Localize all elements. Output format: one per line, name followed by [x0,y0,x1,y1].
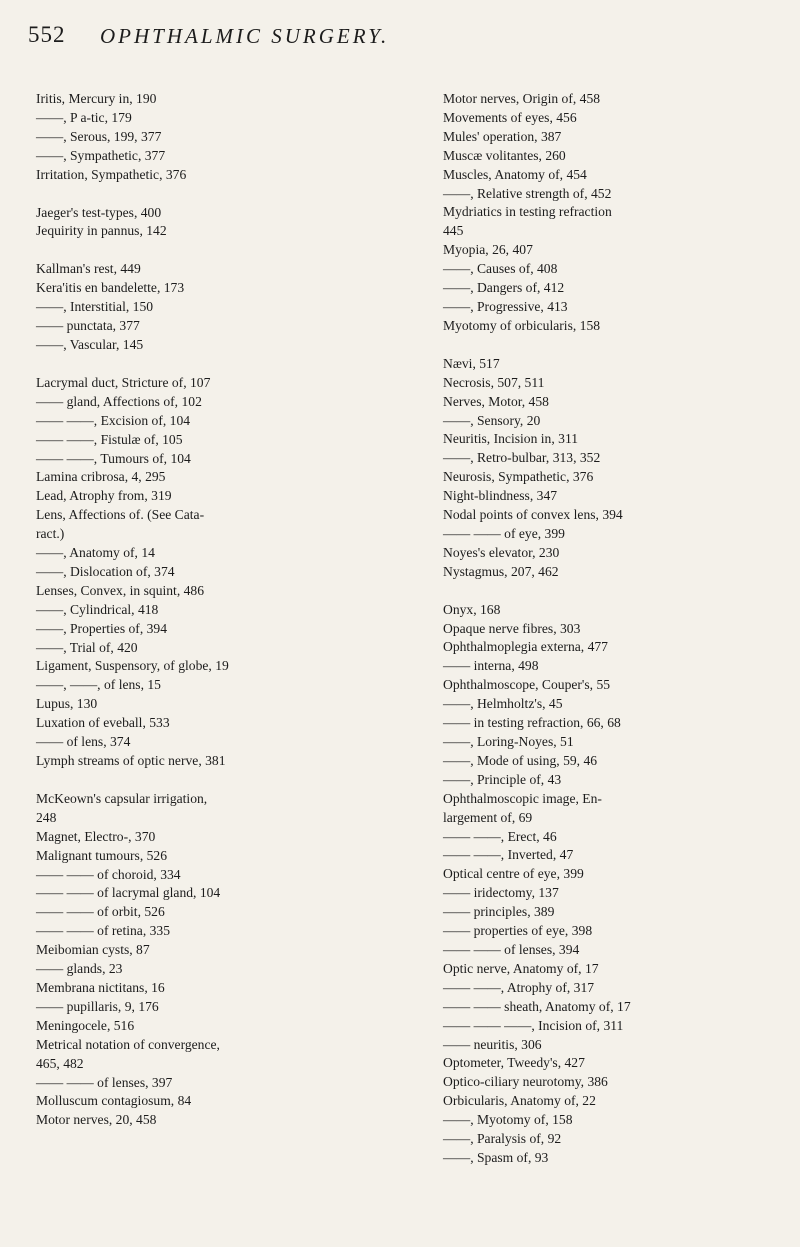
index-entry: —— —— of orbit, 526 [36,904,165,920]
index-entry: Ophthalmoplegia externa, 477 [443,639,608,655]
index-entry: ——, Properties of, 394 [36,620,168,636]
index-entry: ——, Trial of, 420 [36,639,138,655]
index-entry: —— neuritis, 306 [443,1036,542,1052]
index-entry: Iritis, Mercury in, 190 [36,91,157,106]
index-entry: Muscles, Anatomy of, 454 [443,166,587,182]
index-entry: Onyx, 168 [443,601,501,617]
index-entry: Muscæ volitantes, 260 [443,147,566,163]
index-entry: ——, Loring-Noyes, 51 [443,734,574,749]
index-entry: Necrosis, 507, 511 [443,374,545,390]
index-entry: Optical centre of eye, 399 [443,866,584,882]
page-number: 552 [28,22,66,47]
section-gap [36,771,416,790]
index-entry: Myotomy of orbicularis, 158 [443,317,601,333]
index-entry: —— interna, 498 [443,658,539,674]
section-gap [443,336,788,355]
index-entry: ——, Relative strength of, 452 [443,185,612,201]
index-entry: Nodal points of convex lens, 394 [443,507,623,523]
index-entry: Metrical notation of convergence, [36,1036,220,1052]
index-entry: ——, Serous, 199, 377 [36,128,162,144]
index-entry: Ligament, Suspensory, of globe, 19 [36,658,229,674]
index-entry: Kallman's rest, 449 [36,261,141,277]
index-entry: ——, Sensory, 20 [443,412,541,428]
index-entry: largement of, 69 [443,809,533,825]
index-entry: Molluscum contagiosum, 84 [36,1093,192,1109]
index-entry: Jequirity in pannus, 142 [36,223,167,239]
index-entry: ——, Spasm of, 93 [443,1149,549,1165]
index-entry: Mydriatics in testing refraction [443,204,612,220]
index-entry: —— properties of eye, 398 [443,923,593,939]
index-entry: Magnet, Electro-, 370 [36,828,156,844]
index-entry: ——, Dangers of, 412 [443,280,565,296]
index-entry: —— ——, Inverted, 47 [443,847,574,863]
index-entry: Neurosis, Sympathetic, 376 [443,469,594,485]
index-entry: ——, ——, of lens, 15 [36,677,161,693]
index-entry: Optico-ciliary neurotomy, 386 [443,1074,608,1090]
index-entry: ——, Myotomy of, 158 [443,1112,573,1128]
index-entry: —— —— of lenses, 397 [36,1074,173,1090]
index-entry: —— glands, 23 [36,961,123,977]
index-entry: —— in testing refraction, 66, 68 [443,715,621,731]
index-entry: Motor nerves, 20, 458 [36,1112,157,1128]
index-entry: —— ——, Erect, 46 [443,828,557,844]
index-entry: ——, Helmholtz's, 45 [443,696,563,712]
index-entry: —— —— of retina, 335 [36,923,171,939]
index-entry: Myopia, 26, 407 [443,242,533,258]
index-entry: —— iridectomy, 137 [443,885,559,901]
index-entry: Orbicularis, Anatomy of, 22 [443,1093,596,1109]
index-entry: —— —— sheath, Anatomy of, 17 [443,998,631,1014]
index-entry: Meibomian cysts, 87 [36,942,150,958]
section-gap [36,185,416,204]
index-entry: ——, Principle of, 43 [443,771,562,787]
index-entry: ——, P a-tic, 179 [36,109,132,125]
index-entry: Ophthalmoscopic image, En- [443,790,602,806]
index-entry: Mules' operation, 387 [443,128,562,144]
index-entry: Lens, Affections of. (See Cata- [36,507,205,523]
index-entry: ract.) [36,526,65,542]
index-column-right [443,90,788,1168]
index-entry: —— ——, Excision of, 104 [36,412,191,428]
index-entry: Motor nerves, Origin of, 458 [443,91,601,106]
index-entry: —— pupillaris, 9, 176 [36,998,159,1014]
index-entry: —— —— ——, Incision of, 311 [443,1017,624,1033]
index-entry: Optometer, Tweedy's, 427 [443,1055,585,1071]
index-entry: Lacrymal duct, Stricture of, 107 [36,374,211,390]
index-entry: ——, Sympathetic, 377 [36,147,166,163]
index-entry: Noyes's elevator, 230 [443,544,560,560]
index-entry: ——, Dislocation of, 374 [36,563,175,579]
index-entry: Jaeger's test-types, 400 [36,204,162,220]
index-entry: Malignant tumours, 526 [36,847,168,863]
index-entry: McKeown's capsular irrigation, [36,790,208,806]
index-entry: ——, Causes of, 408 [443,261,558,277]
index-entry: Nystagmus, 207, 462 [443,563,559,579]
index-entry: ——, Vascular, 145 [36,336,144,352]
index-entry: —— ——, Fistulæ of, 105 [36,431,183,447]
index-entry: 445 [443,223,464,239]
index-entry: Night-blindness, 347 [443,488,558,504]
index-entry: ——, Progressive, 413 [443,298,568,314]
section-gap [36,241,416,260]
index-entry: Lamina cribrosa, 4, 295 [36,469,166,485]
page-header [0,22,800,62]
index-entry: —— gland, Affections of, 102 [36,393,202,409]
running-head: OPHTHALMIC SURGERY. [100,24,390,48]
index-entry: —— ——, Tumours of, 104 [36,450,191,466]
index-entry: ——, Cylindrical, 418 [36,601,159,617]
index-entry: ——, Mode of using, 59, 46 [443,752,598,768]
index-entry: Irritation, Sympathetic, 376 [36,166,187,182]
index-entry: —— punctata, 377 [36,318,140,334]
index-entry: ——, Retro-bulbar, 313, 352 [443,450,601,466]
index-entry: —— —— of lenses, 394 [443,941,580,957]
index-entry: —— of lens, 374 [36,734,131,750]
index-column-left [36,90,416,1130]
section-gap [443,582,788,601]
index-entry: Kera'itis en bandelette, 173 [36,280,185,296]
index-entry: ——, Interstitial, 150 [36,299,154,315]
index-entry: ——, Paralysis of, 92 [443,1131,562,1147]
index-entry: Meningocele, 516 [36,1017,135,1033]
index-entry: Ophthalmoscope, Couper's, 55 [443,677,611,693]
index-entry: Lenses, Convex, in squint, 486 [36,582,205,598]
index-entry: 248 [36,809,57,825]
index-entry: —— —— of lacrymal gland, 104 [36,885,221,901]
index-entry: Lupus, 130 [36,696,98,712]
index-entry: Opaque nerve fibres, 303 [443,620,581,636]
index-entry: —— principles, 389 [443,904,555,920]
index-entry: —— —— of choroid, 334 [36,866,181,882]
index-entry: Optic nerve, Anatomy of, 17 [443,960,599,976]
index-entry: Luxation of eveball, 533 [36,715,170,731]
index-entry: Movements of eyes, 456 [443,109,577,125]
index-entry: Membrana nictitans, 16 [36,979,165,995]
index-entry: Nerves, Motor, 458 [443,393,549,409]
index-entry: Lead, Atrophy from, 319 [36,488,172,504]
index-entry: —— —— of eye, 399 [443,525,565,541]
index-entry: Nævi, 517 [443,355,500,371]
index-entry: Lymph streams of optic nerve, 381 [36,753,226,768]
index-entry: —— ——, Atrophy of, 317 [443,979,595,995]
index-entry: ——, Anatomy of, 14 [36,545,155,561]
section-gap [36,355,416,374]
index-entry: Neuritis, Incision in, 311 [443,431,579,447]
index-entry: 465, 482 [36,1055,84,1071]
